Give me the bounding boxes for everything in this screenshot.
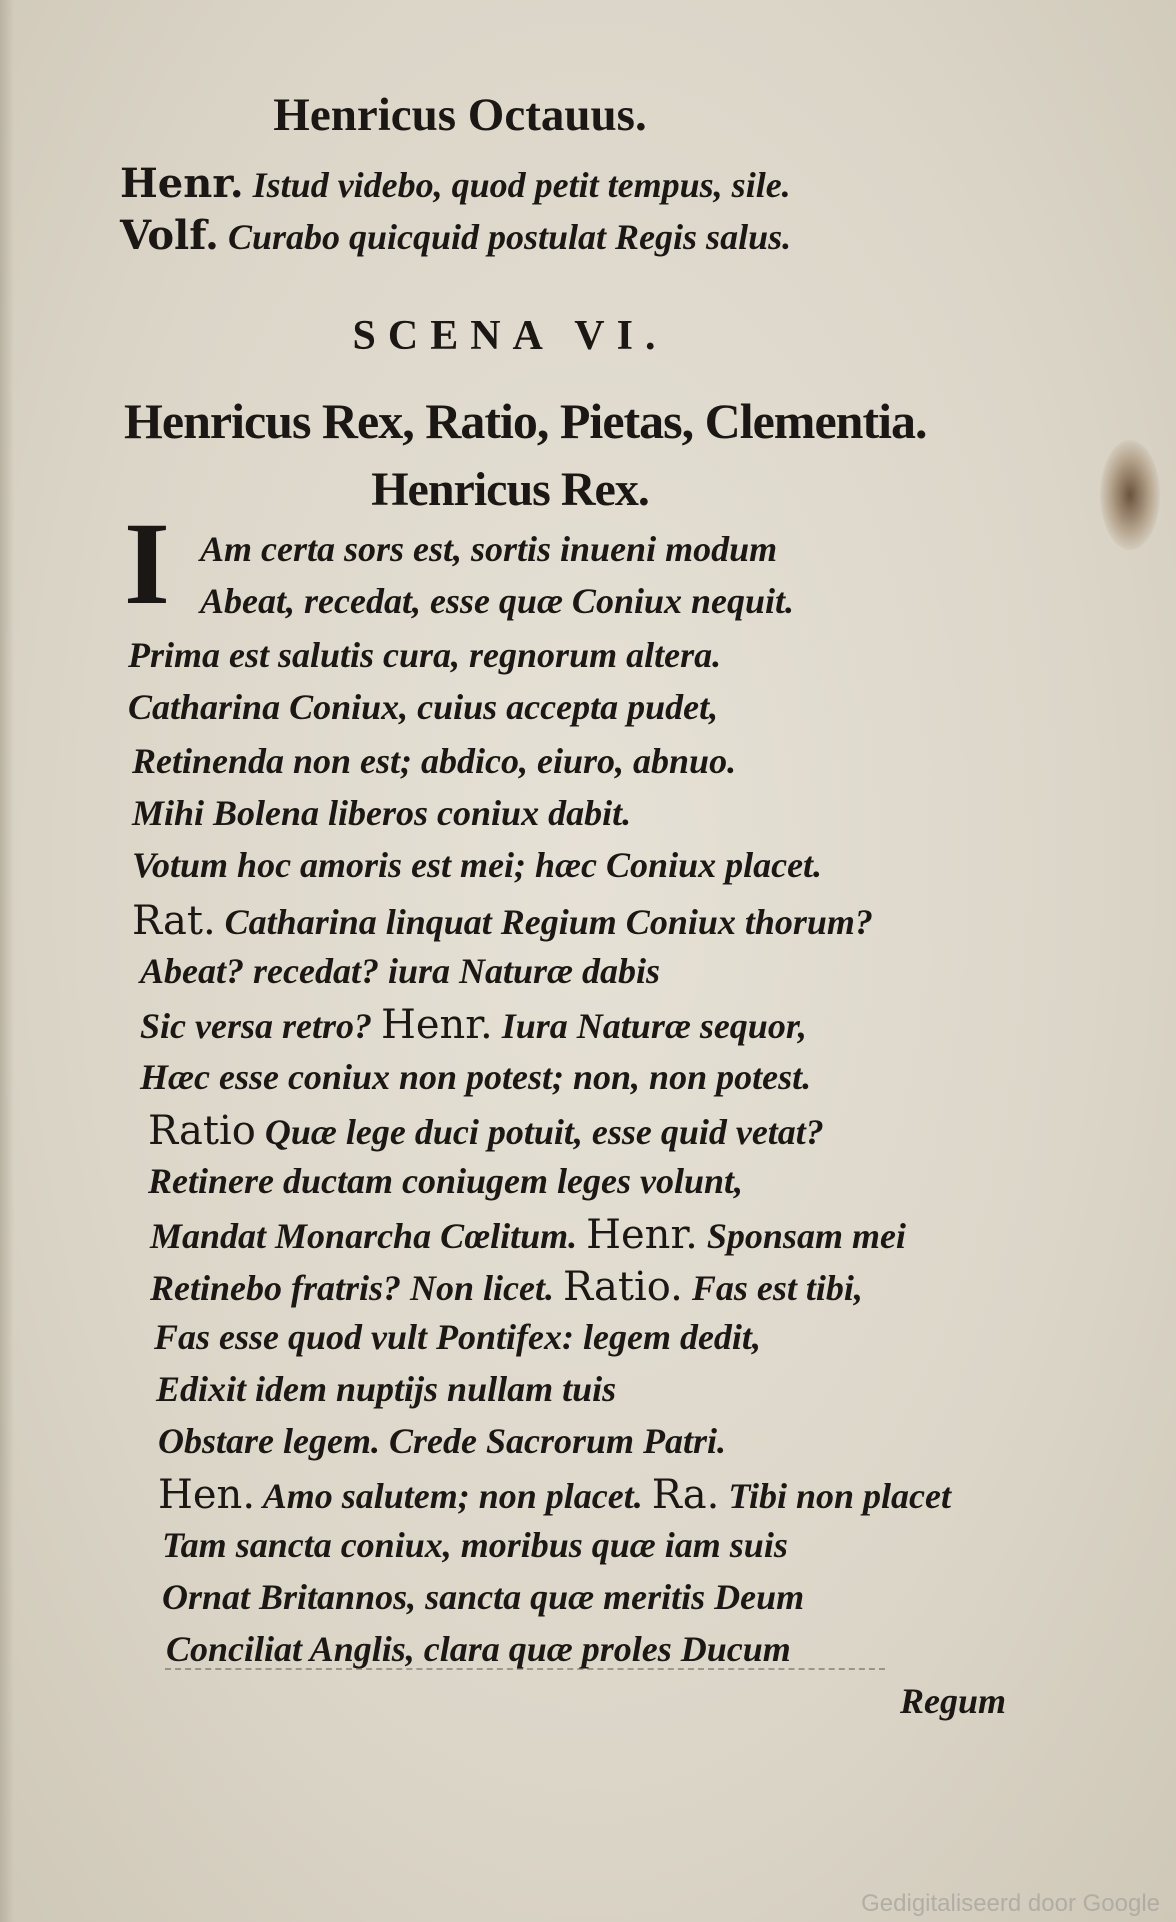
verse-text: Conciliat Anglis, clara quæ proles Ducum	[166, 1629, 791, 1669]
verse-text: Istud videbo, quod petit tempus, sile.	[252, 165, 791, 205]
verse-line	[150, 1264, 863, 1310]
verse-line	[156, 1368, 616, 1410]
verse-line	[200, 580, 794, 622]
speaker-label: Henr.	[120, 160, 244, 207]
verse-text: Sponsam mei	[706, 1216, 906, 1256]
verse-line	[158, 1472, 951, 1518]
speaker-label: Rat.	[132, 898, 216, 944]
verse-text: Amo salutem; non placet.	[262, 1476, 643, 1516]
verse-text: Retinenda non est; abdico, eiuro, abnuo.	[132, 741, 737, 781]
speaker-label: Ratio.	[563, 1264, 683, 1310]
verse-text: Retinere ductam coniugem leges volunt,	[148, 1161, 743, 1201]
speaker-heading: Henricus Rex.	[371, 463, 649, 516]
verse-text: Hæc esse coniux non potest; non, non potest.	[140, 1057, 812, 1097]
verse-line	[162, 1576, 804, 1618]
catchword: Regum	[900, 1681, 1007, 1721]
running-head: Henricus Octauus.	[273, 89, 647, 141]
verse-text: Catharina linquat Regium Coniux thorum?	[224, 902, 873, 942]
verse-line	[140, 1056, 811, 1098]
drop-cap: I	[124, 498, 170, 629]
verse-text: Quæ lege duci potuit, esse quid vetat?	[264, 1112, 824, 1152]
verse-text: Abeat, recedat, esse quæ Coniux nequit.	[200, 581, 795, 621]
speaker-label: Ratio	[148, 1108, 256, 1154]
verse-text: Retinebo fratris? Non licet.	[150, 1268, 554, 1308]
verse-line	[140, 1002, 807, 1048]
verse-line	[120, 160, 791, 207]
verse-line	[132, 740, 736, 782]
verse-line	[148, 1160, 743, 1202]
verse-line	[128, 634, 721, 676]
verse-text: Iura Naturæ sequor,	[501, 1006, 807, 1046]
verse-text: Tam sancta coniux, moribus quæ iam suis	[162, 1525, 788, 1565]
verse-text: Ornat Britannos, sancta quæ meritis Deum	[162, 1577, 805, 1617]
verse-line	[154, 1316, 761, 1358]
foxing-stain	[1100, 440, 1160, 550]
speaker-label: Henr.	[380, 1002, 493, 1048]
verse-line	[158, 1420, 726, 1462]
verse-line	[162, 1524, 788, 1566]
verse-line	[140, 950, 660, 992]
verse-line	[166, 1628, 791, 1670]
verse-line	[148, 1108, 824, 1154]
verse-text: Prima est salutis cura, regnorum altera.	[128, 635, 722, 675]
verse-line	[150, 1212, 906, 1258]
verse-text: Am certa sors est, sortis inueni modum	[200, 529, 778, 569]
verse-line	[128, 686, 718, 728]
verse-line	[120, 212, 791, 259]
verse-line	[132, 844, 822, 886]
verse-text: Catharina Coniux, cuius accepta pudet,	[128, 687, 719, 727]
verse-line	[132, 792, 631, 834]
verse-text: Votum hoc amoris est mei; hæc Coniux placet.	[132, 845, 823, 885]
verse-text: Curabo quicquid postulat Regis salus.	[227, 217, 792, 257]
speaker-label: Volf.	[120, 212, 219, 259]
verse-line	[132, 898, 873, 944]
scene-title: SCENA VI.	[352, 313, 668, 359]
verse-text: Mandat Monarcha Cœlitum.	[150, 1216, 578, 1256]
speaker-label: Ra.	[651, 1472, 720, 1518]
verse-text: Tibi non placet	[728, 1476, 952, 1516]
rule-divider	[165, 1668, 885, 1672]
watermark-text: Gedigitaliseerd door Google	[861, 1890, 1160, 1917]
verse-text: Fas esse quod vult Pontifex: legem dedit,	[154, 1317, 761, 1357]
verse-text: Mihi Bolena liberos coniux dabit.	[132, 793, 632, 833]
speaker-label: Hen.	[158, 1472, 256, 1518]
cast-list: Henricus Rex, Ratio, Pietas, Clementia.	[124, 393, 927, 449]
speaker-label: Henr.	[586, 1212, 698, 1258]
verse-text: Sic versa retro?	[140, 1006, 372, 1046]
verse-line	[200, 528, 777, 570]
verse-text: Edixit idem nuptijs nullam tuis	[156, 1369, 617, 1409]
verse-text: Fas est tibi,	[691, 1268, 863, 1308]
verse-text: Obstare legem. Crede Sacrorum Patri.	[158, 1421, 726, 1461]
verse-text: Abeat? recedat? iura Naturæ dabis	[140, 951, 661, 991]
